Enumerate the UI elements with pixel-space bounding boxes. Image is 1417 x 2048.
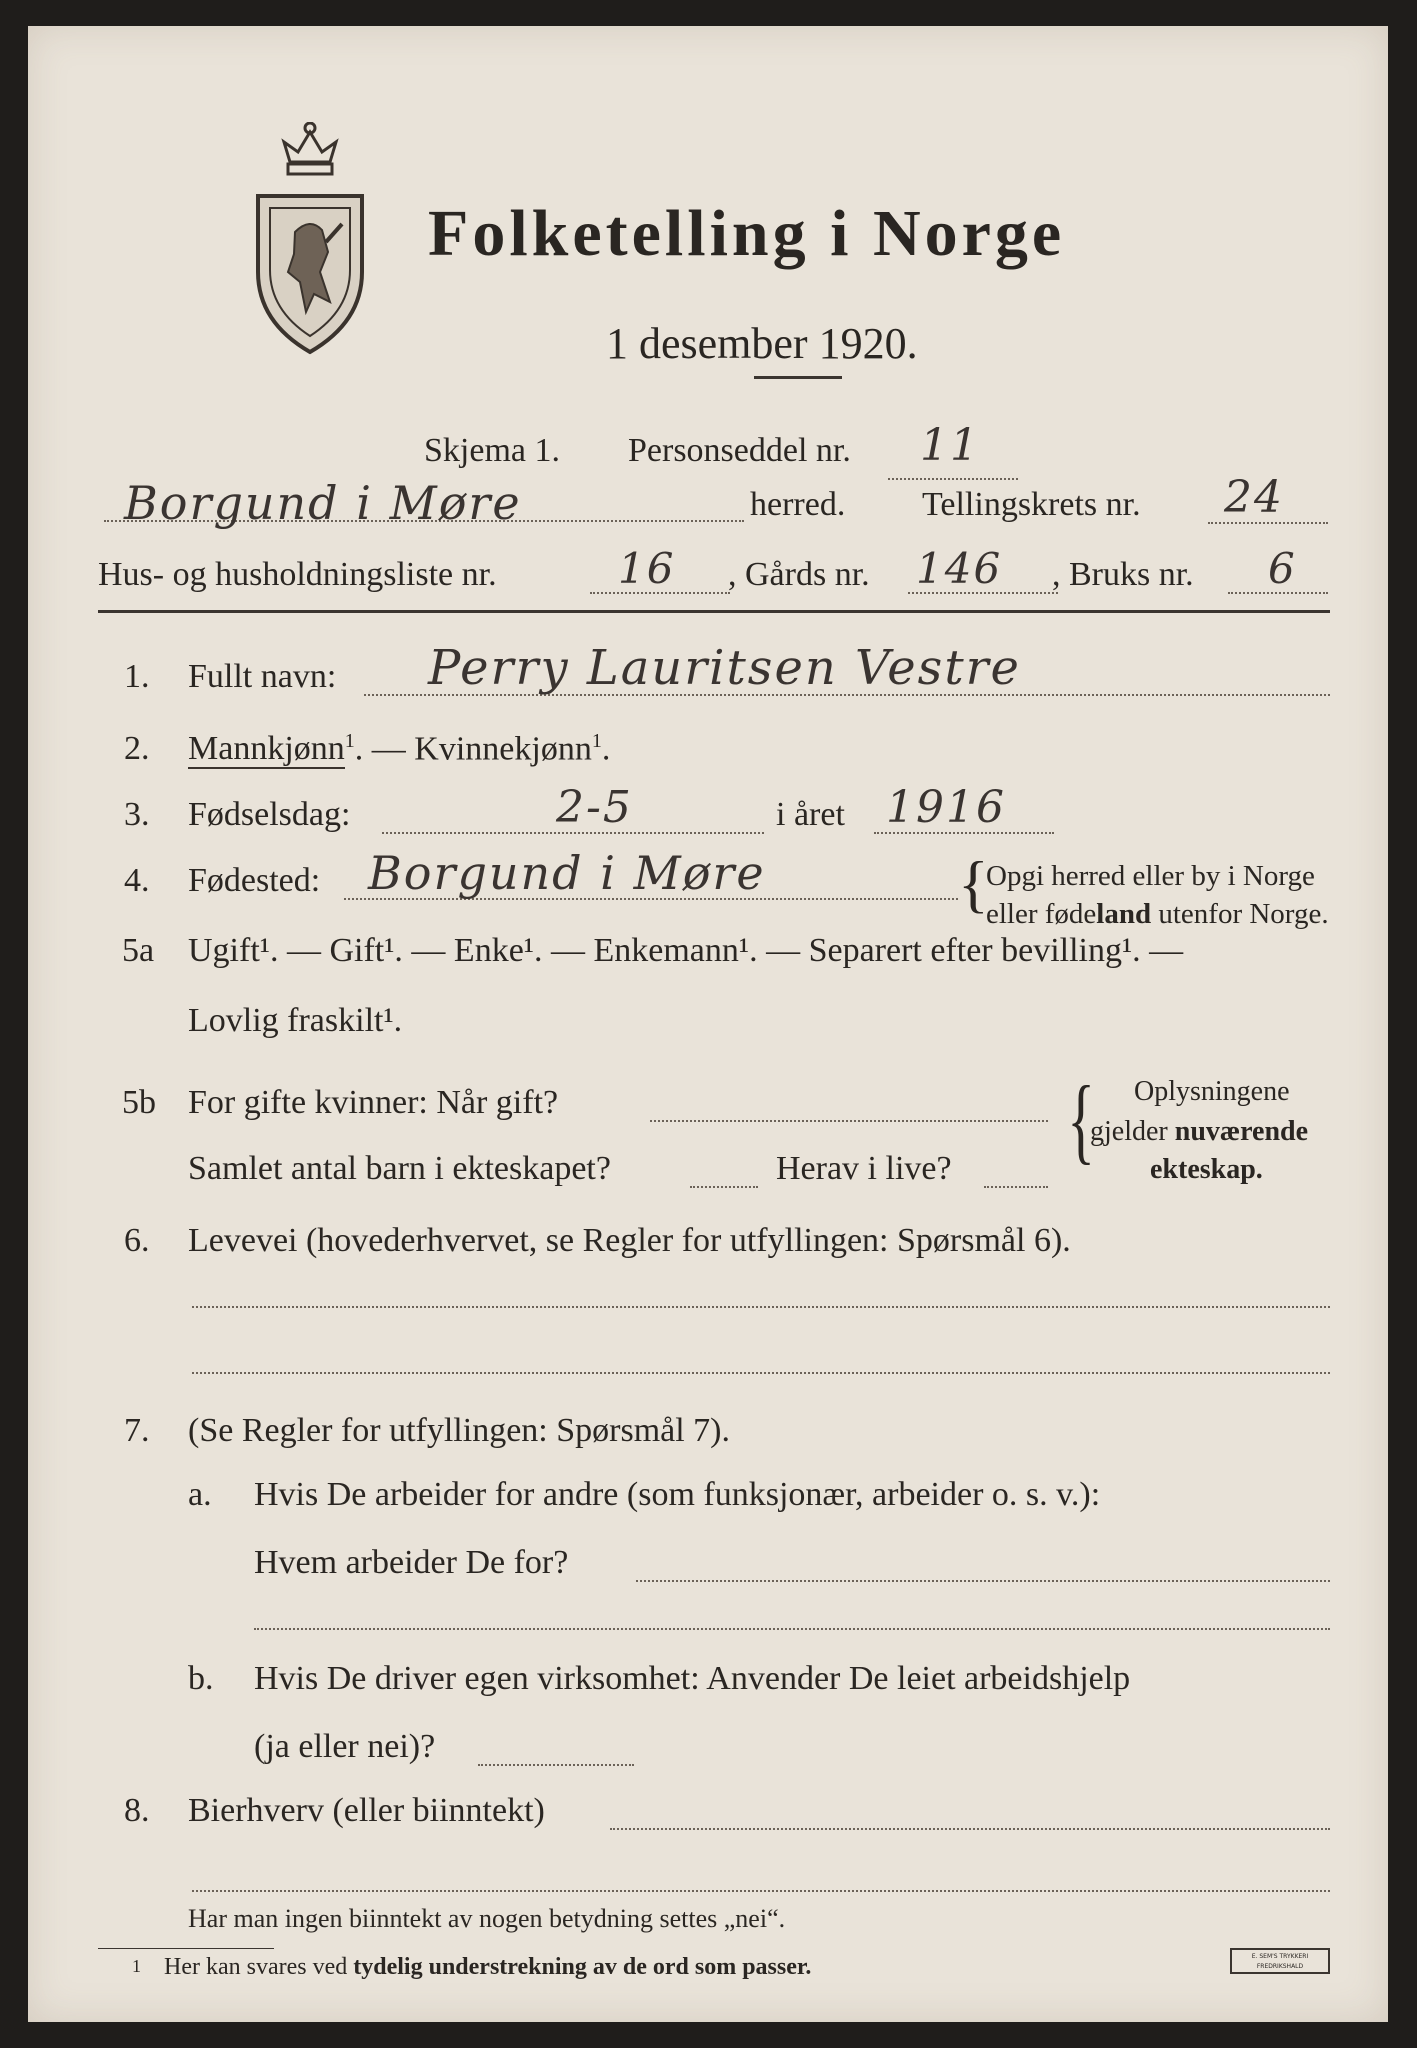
bruks-label: , Bruks nr. xyxy=(1052,556,1194,593)
header-divider xyxy=(98,610,1330,613)
q3-number: 3. xyxy=(124,796,150,833)
q6-label: Levevei (hovederhvervet, se Regler for utfyllingen: Spørsmål 6). xyxy=(188,1222,1071,1259)
form-title: Folketelling i Norge xyxy=(428,197,1066,270)
q4-label: Fødested: xyxy=(188,862,321,899)
q3-value[interactable]: 2-5 xyxy=(556,782,633,833)
q2-mannkjonn[interactable]: Mannkjønn xyxy=(188,730,345,768)
herred-value[interactable]: Borgund i Møre xyxy=(124,476,522,530)
q3-year-label: i året xyxy=(776,796,845,833)
q7-label: (Se Regler for utfyllingen: Spørsmål 7). xyxy=(188,1412,731,1449)
q6-number: 6. xyxy=(124,1222,150,1259)
q5b-note-3: ekteskap. xyxy=(1150,1154,1263,1185)
bruks-value[interactable]: 6 xyxy=(1268,544,1297,593)
census-date: 1 desember 1920. xyxy=(606,319,918,368)
q5b-number: 5b xyxy=(122,1084,156,1121)
q4-value[interactable]: Borgund i Møre xyxy=(368,846,766,900)
personseddel-label: Personseddel nr. xyxy=(628,432,851,469)
q8-answer-line[interactable] xyxy=(610,1828,1330,1830)
q5b-alive-label: Herav i live? xyxy=(776,1150,952,1187)
no-income-note: Har man ingen biinntekt av nogen betydning settes „nei“. xyxy=(188,1904,786,1933)
q5b-note-1: Oplysningene xyxy=(1134,1076,1290,1107)
q5a-number: 5a xyxy=(122,932,155,969)
q8-label: Bierhverv (eller biinntekt) xyxy=(188,1792,545,1829)
q2-number: 2. xyxy=(124,730,150,767)
q7b-line-2: (ja eller nei)? xyxy=(254,1728,436,1765)
q5b-bracket: { xyxy=(1067,1066,1095,1173)
title-divider xyxy=(754,376,842,379)
tellingskrets-label: Tellingskrets nr. xyxy=(922,486,1141,523)
q1-value[interactable]: Perry Lauritsen Vestre xyxy=(428,640,1021,696)
gards-value[interactable]: 146 xyxy=(916,544,1003,593)
q7a-answer-line[interactable] xyxy=(636,1580,1330,1582)
footnote-text: Her kan svares ved tydelig understrekning av de ord som passer. xyxy=(164,1954,812,1980)
q3-year-value[interactable]: 1916 xyxy=(886,782,1006,833)
coat-of-arms-icon xyxy=(250,122,370,362)
schema-label: Skjema 1. xyxy=(424,432,560,469)
q6-line-2[interactable] xyxy=(192,1372,1330,1374)
personseddel-value[interactable]: 11 xyxy=(920,420,980,471)
herred-label: herred. xyxy=(750,486,846,523)
q4-note-2: eller fødeland utenfor Norge. xyxy=(986,898,1329,930)
q7a-line-2: Hvem arbeider De for? xyxy=(254,1544,569,1581)
q4-note-1: Opgi herred eller by i Norge xyxy=(986,860,1315,892)
q1-number: 1. xyxy=(124,658,150,695)
q5b-when-married-line[interactable] xyxy=(650,1120,1048,1122)
q6-line-1[interactable] xyxy=(192,1306,1330,1308)
q4-bracket: { xyxy=(958,848,989,919)
hus-label: Hus- og husholdningsliste nr. xyxy=(98,556,497,593)
q5a-marital-options[interactable]: Ugift¹. — Gift¹. — Enke¹. — Enkemann¹. — Separert efter bevilling¹. — xyxy=(188,932,1184,969)
footnote-number: 1 xyxy=(132,1956,141,1976)
hus-value[interactable]: 16 xyxy=(618,544,676,593)
q8-answer-line-2[interactable] xyxy=(192,1890,1330,1892)
q7b-line-1: Hvis De driver egen virksomhet: Anvender De leiet arbeidshjelp xyxy=(254,1660,1131,1697)
q3-label: Fødselsdag: xyxy=(188,796,351,833)
q7a-answer-line-2[interactable] xyxy=(254,1628,1330,1630)
printer-stamp: E. SEM'S TRYKKERI FREDRIKSHALD xyxy=(1230,1948,1330,1974)
q7b-letter: b. xyxy=(188,1660,214,1697)
q5b-when-married-label: For gifte kvinner: Når gift? xyxy=(188,1084,559,1121)
q7-number: 7. xyxy=(124,1412,150,1449)
q5a-marital-options-2[interactable]: Lovlig fraskilt¹. xyxy=(188,1002,403,1039)
census-form-page xyxy=(28,26,1388,2022)
q5b-children-label: Samlet antal barn i ekteskapet? xyxy=(188,1150,611,1187)
q5b-alive-line[interactable] xyxy=(984,1186,1048,1188)
q7a-line-1: Hvis De arbeider for andre (som funksjonær, arbeider o. s. v.): xyxy=(254,1476,1101,1513)
q7b-answer-line[interactable] xyxy=(478,1764,634,1766)
footnote-divider xyxy=(98,1948,274,1949)
q2-kvinnekjonn[interactable]: Kvinnekjønn xyxy=(414,730,592,768)
q4-number: 4. xyxy=(124,862,150,899)
q1-label: Fullt navn: xyxy=(188,658,337,695)
tellingskrets-value[interactable]: 24 xyxy=(1224,472,1284,523)
q8-number: 8. xyxy=(124,1792,150,1829)
gards-label: , Gårds nr. xyxy=(728,556,870,593)
q2-sex-options[interactable]: Mannkjønn$^1$. — Kvinnekjønn$^1$. xyxy=(188,730,611,768)
q5b-children-line[interactable] xyxy=(690,1186,758,1188)
personseddel-line xyxy=(888,478,1018,480)
q5b-note-2: gjelder nuværende xyxy=(1090,1116,1309,1147)
q7a-letter: a. xyxy=(188,1476,212,1513)
